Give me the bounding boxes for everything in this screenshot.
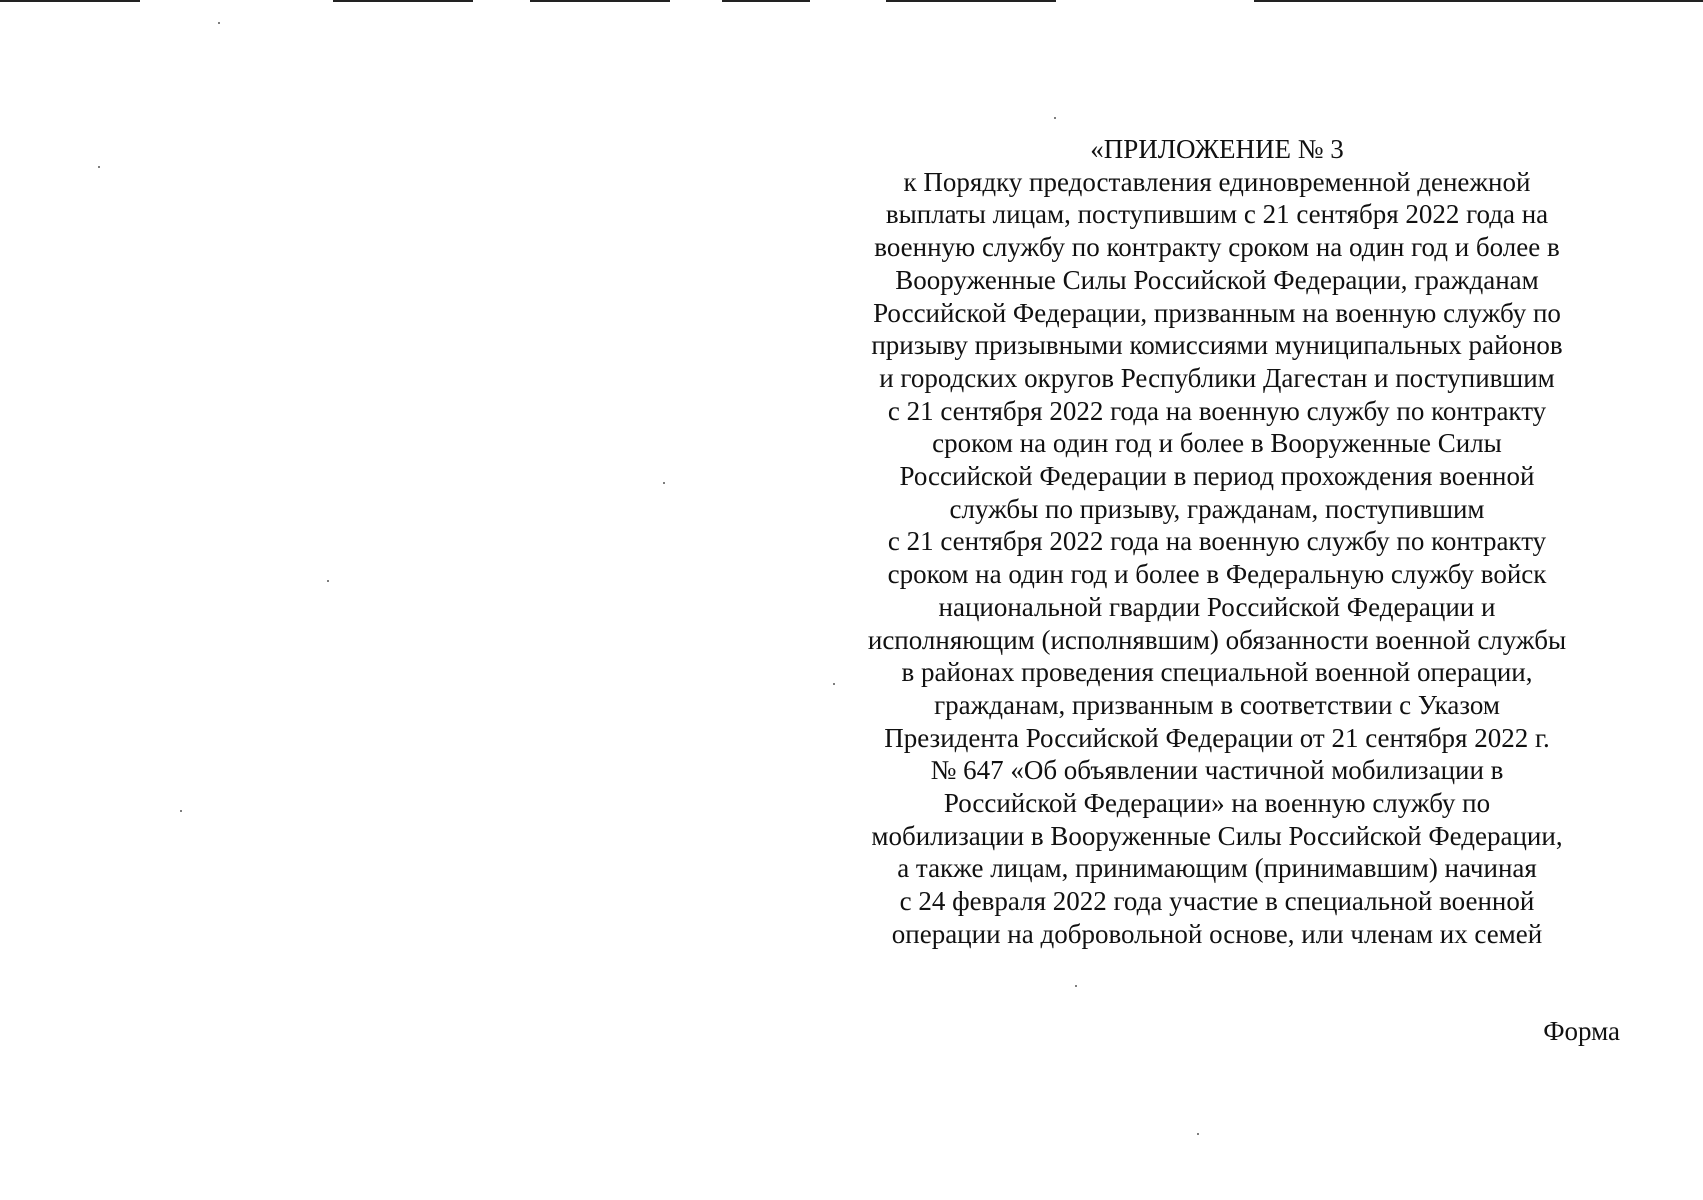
appendix-line: Российской Федерации» на военную службу по [943, 788, 1491, 819]
appendix-line: с 21 сентября 2022 года на военную службу по контракту [887, 395, 1547, 426]
appendix-line: национальной гвардии Российской Федерации и [938, 591, 1496, 622]
appendix-line: к Порядку предоставления единовременной денежной [903, 166, 1531, 197]
scan-speck [218, 22, 220, 24]
appendix-line: Вооруженные Силы Российской Федерации, гражданам [895, 264, 1539, 295]
scan-edge-mark [1254, 0, 1703, 2]
scan-speck [98, 166, 100, 168]
scan-edge-mark [722, 0, 810, 2]
appendix-line: сроком на один год и более в Федеральную службу войск [887, 559, 1547, 590]
appendix-line: операции на добровольной основе, или членам их семей [891, 918, 1543, 949]
appendix-title: «ПРИЛОЖЕНИЕ № 3 [1090, 134, 1344, 164]
appendix-line: с 24 февраля 2022 года участие в специальной военной [899, 886, 1535, 917]
appendix-line: призыву призывными комиссиями муниципальных районов [871, 330, 1563, 361]
appendix-line: сроком на один год и более в Вооруженные Силы [932, 428, 1502, 459]
scan-speck [180, 810, 182, 812]
appendix-line: в районах проведения специальной военной операции, [901, 657, 1533, 688]
scan-edge-mark [886, 0, 1056, 2]
appendix-line: Российской Федерации, призванным на военную службу по [873, 297, 1561, 328]
appendix-line: с 21 сентября 2022 года на военную службу по контракту [887, 526, 1547, 557]
appendix-line: службы по призыву, гражданам, поступившим [949, 493, 1485, 524]
scan-speck [1075, 985, 1077, 987]
scan-speck [327, 580, 329, 582]
appendix-line: исполняющим (исполнявшим) обязанности военной службы [867, 624, 1567, 655]
appendix-line: гражданам, призванным в соответствии с Указом [934, 689, 1500, 720]
scan-edge-mark [0, 0, 140, 2]
scan-speck [1197, 1133, 1199, 1135]
appendix-heading [830, 133, 1604, 951]
scan-edge-mark [530, 0, 670, 2]
appendix-line: военную службу по контракту сроком на один год и более в [874, 232, 1560, 263]
appendix-line: а также лицам, принимающим (принимавшим) начиная [897, 853, 1537, 884]
appendix-line: Российской Федерации в период прохождения военной [899, 461, 1535, 492]
scan-edge-mark [333, 0, 473, 2]
appendix-line: № 647 «Об объявлении частичной мобилизации в [930, 755, 1504, 786]
appendix-line: и городских округов Республики Дагестан и поступившим [879, 362, 1555, 393]
appendix-line: выплаты лицам, поступившим с 21 сентября 2022 года на [885, 199, 1549, 230]
form-label: Форма [1543, 1016, 1620, 1046]
scan-speck [663, 482, 665, 484]
appendix-line: мобилизации в Вооруженные Силы Российской Федерации, [871, 820, 1563, 851]
appendix-line: Президента Российской Федерации от 21 сентября 2022 г. [884, 722, 1550, 753]
scan-speck [1054, 117, 1056, 119]
